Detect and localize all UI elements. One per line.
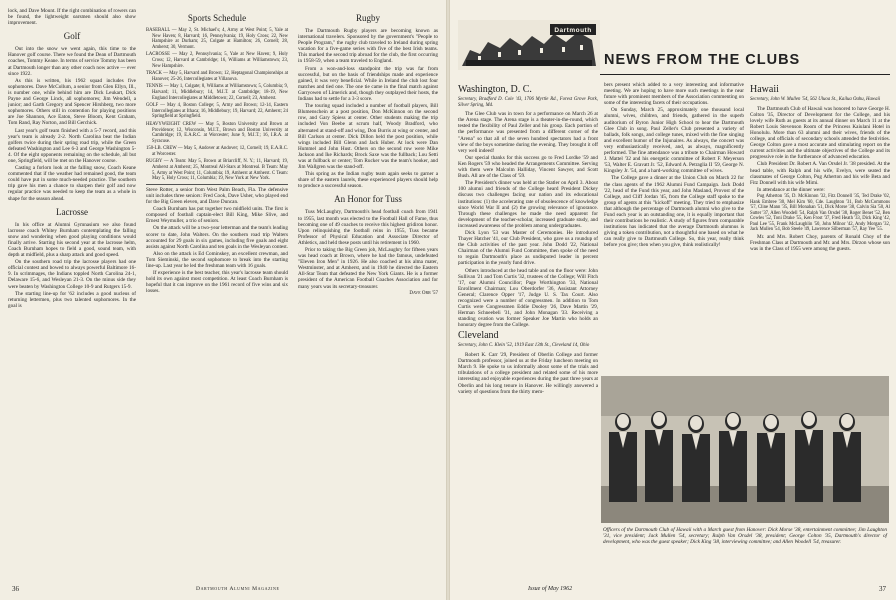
- rugby-paragraph: This spring as the Indian rugby team again seeks to garner a share of the eastern laurels, these experienced players should help to produce a successful season.: [298, 171, 438, 190]
- golf-paragraph: Out into the snow we went again, this time to the Hanover golf course. There we found the Dean of Dartmouth coaches, Tommy Keane. In terms of service Tommy has been at Dartmouth longer than any other coach now active — ever since 1922.: [8, 46, 136, 77]
- photo-caption: Officers of the Dartmouth Club of Hawaii with a March guest from Hanover: Dick Morse '38, entertainment committee; Jim Laughton '31, vice president; Jack Mullen '54, secretary; Ralph Van Orsdel '38, president; George Colton '35, Dartmouth's director of development, who was the guest speaker; Dick King '38, interviewing committee; and Allen Woodell '54, treasurer.: [603, 527, 887, 545]
- hawaii-paragraph: The Dartmouth Club of Hawaii was honored to have George H. Colton '35, Director of Development for the College, and his lovely wife Ruth as guests at its annual dinner on March 11 at the Robert Louis Stevenson Room of the Princess Kaiulani Hotel in Honolulu. More than 63 alumni and their wives, friends of the college, and officials of secondary schools attended the festivities. George Colton gave a most accurate and stimulating report on the current activities and the ultimate objectives of the College and its progressive role in the furtherance of advanced education.: [750, 105, 890, 161]
- washington-paragraph: The Glee Club was in town for a performance on March 26 at the Arena stage. The Arena stage is a theater-in-the-round, which tested the flexibility of Paul Zeller and his group. Each portion of the performance was presented from a different corner of the "Arena" so that all of the seven hundred spectators had a front view of the boys sometime during the evening. They brought it off very well indeed!: [458, 111, 598, 154]
- hawaii-attendees: Pug Atherton '35, D. McKinnon '32, Fitz Donnell '35, Ted Drake '02, Hank Embree '30, Mel Kim '60, Cde. Laughton '31, Bob McCommons '57, Cline Mann '35, Bill Monahan '51, Dick Morse '38, Calvin Sia '50, Al Sutter '37, Allen Woodell '54, Ralph Van Orsdel '38, Roger Benet '52, Ben Cowles '52, Toni Drake '55, Ken Frost '37, Fred Heath '33, Dick King '42, Paul Lee '55, Frank McLaughlin '50, John Milnor '42, Andy Morgan '32, Jack Mullen '54, Bob Steele '49, Lawrence Silberman '57, Ray Yee '55.: [750, 193, 890, 233]
- club-officers-photo-drawing: [601, 376, 889, 523]
- golf-paragraph: As this is written, his 1962 squad includes five sophomores. Dave McCollum, a senior from Glen Ellyn, Ill., is number one, while behind him are Dick Leukart, Dick Payne and George Linck, all sophomores; Jim Wendell, a junior; and Garth Gregory and Spencer Hirshberg, two more sophomores. Others still in contention for playing positions are Joe Shannon, Ace Eaton, Steve Bloom, Kent Graham, Tom Rand, Ray Norton, and Bill Gerchick.: [8, 77, 136, 127]
- left-column-2: [146, 8, 288, 568]
- cleveland-secretary: Secretary, John C. Klein '52, 1919 East 13th St., Cleveland 14, Ohio: [458, 343, 590, 349]
- right-column-1: [458, 82, 598, 582]
- schedule-entry: BASEBALL — May 2, St. Michael's; 4, Army at West Point; 5, Yale at New Haven; 8, Harvard; 16, Pennsylvania; 19, Holy Cross; 22, New Hampshire at Durham; 25, Colgate at Hamilton; 26, Cornell; 28, Amherst; 30, Vermont.: [146, 28, 288, 50]
- cleveland-paragraph: bers present which added to a very interesting and informative meeting. We are hoping to have more such meetings in the near future with prominent members of the Association commenting on some of the interesting facets of their occupations.: [604, 82, 744, 107]
- sports-schedule-heading: Sports Schedule: [187, 13, 247, 23]
- golf-paragraph: Last year's golf team finished with a 5-7 record, and this year's team is already 2-2. North Carolina beat the Indian golfers twice during their spring road trip, while the Green defeated Washington and Lee 6-3 and George Washington 5-4. Of the eight opponents remaining on the schedule, all but one, Springfield, will be met on the Hanover course.: [8, 127, 136, 164]
- honor-heading: An Honor for Tuss: [334, 194, 402, 205]
- hawaii-secretary: Secretary, John W. Mullen '54, 562 Uluoa St., Kailua Oahu, Hawaii: [750, 97, 881, 102]
- cleveland-paragraph: Robert K. Carr '29, President of Oberlin College and former Dartmouth professor, joined us at the Friday luncheon meeting on March 9. He spoke to us informally about some of the trials and tribulations of a college president and related some of his more interesting and enjoyable experiences during the past three years at Oberlin and his long tenure in Hanover. He willingly answered a variety of questions from the thirty mem-: [458, 352, 598, 395]
- lacrosse-paragraph: On the attack will be a two-year letterman and the team's leading scorer to date, John Walters. On the southern road trip Walters accounted for 29 goals in six games, including five goals and eight assists against North Carolina and ten goals in the Wesleyan contest.: [146, 225, 288, 250]
- issue-date: Issue of May 1962: [528, 586, 573, 592]
- golf-heading: Golf: [63, 31, 81, 42]
- left-column-1: [8, 8, 136, 568]
- schedule-entry: TENNIS — May 1, Colgate; 8, Williams at Williamstown; 5, Columbia; 9, Harvard; 11, Middlebury; 14, M.I.T. at Cambridge; 18-19, New England Intercollegiates at Middletown; 22, Cornell; 23, Amherst.: [146, 84, 288, 101]
- right-column-2: [604, 82, 744, 370]
- schedule-entry: 150-LB. CREW — May 5, Andover at Andover; 12, Cornell; 19, E.A.R.C. at Worcester.: [146, 146, 288, 157]
- author-byline: Dave Orr '57: [409, 290, 438, 296]
- rugby-paragraph: The touring squad included a number of football players, Bill Blumenschein at a post position, Don McKinnon on the second row, and Gary Spiess at center. Other students making the trip included Von Beebe at scrum half, Woody Bradford, who alternated at stand-off and wing, Don Burris at wing or center, and Bill Carlson at center. Dick Dillon held the post position, while wings included Bill Glenn and Jack Huber. At lock were Dan Hummel and John Hust. Others on the second row were Mike Jackson and Ike Richards; Brock Saxe was the fullback; Lou Setti was at fullback or center; Tom Rucker was the team's hooker, and Jim Wallgren was the stand-off.: [298, 103, 438, 171]
- lacrosse-paragraph: The starting line-up for '62 includes a good nucleus of returning lettermen, plus two talented sophomores. In the goal is: [8, 290, 136, 309]
- lacrosse-paragraph: On the southern road trip the lacrosse players had one official contest and bowed to always powerful Baltimore 16-9. In scrimmages, the Indians toppled North Carolina 24-1, Delaware 15-6, and Wesleyan 21-3. On the minus side they were beaten by Washington College 10-9 and Rutgers 15-9.: [8, 259, 136, 290]
- schedule-entry: TRACK — May 5, Harvard and Brown; 12, Heptagonal Championships at Hanover; 25-26, Intercollegiates at Villanova.: [146, 71, 288, 82]
- club-officers-photo: [601, 376, 889, 523]
- schedule-rule: [146, 184, 288, 185]
- title-rule: [600, 74, 890, 75]
- rugby-heading: Rugby: [355, 13, 380, 23]
- schedule-entry: HEAVYWEIGHT CREW — May 5, Boston University and Brown at Providence; 12, Wisconsin, M.I.T., Brown and Boston University at Cambridge; 19, E.A.R.C. at Worcester; June 9, M.I.T.; 16, I.R.A. at Syracuse.: [146, 121, 288, 144]
- left-column-3: [298, 8, 438, 568]
- lacrosse-paragraph: Also on the attack is Ed Cominskey, an excellent crewman, and Tom Sieminski, the second sophomore to break into the starting line-up. Last year he led the freshman team with 16 goals.: [146, 250, 288, 269]
- left-page: [0, 0, 446, 600]
- crew-intro: lock, and Dave Mount. If the right combination of rowers can be found, the lightweight oarsmen should also show improvement.: [8, 8, 136, 27]
- cleveland-paragraph: On Sunday, March 25, approximately one thousand local alumni, wives, children, and friends, gathered in the superb auditorium of Byron Junior High School to hear the Dartmouth Glee Club in song. Paul Zeller's Club presented a variety of ballads, folk songs, and college tunes, mixed with the fine singing and excellent humor of the Injunaires. As always, the concert was very enthusiastically received, and, as always, magnificently performed. The fine attendance was a tribute to Chairman Howard J. Mattel '32 and his energetic committee of Robert F. Meyerson '53, Walter E. Gravatt Jr. '52, Edward A. Petraglia II '59, George N. Kingsley Jr. '54, and a hard-working committee of wives.: [604, 107, 744, 175]
- clubs-banner-illustration: [458, 20, 600, 70]
- lacrosse-paragraph: Coach Burnham has put together two midfield units. The first is composed of football captain-elect Bill King, Mike Slive, and Ernest Weymuller, a trio of seniors.: [146, 206, 288, 225]
- sports-schedule: [146, 28, 288, 182]
- news-from-the-clubs-title: NEWS FROM THE CLUBS: [604, 52, 801, 68]
- washington-heading: Washington, D. C.: [458, 84, 532, 95]
- schedule-entry: LACROSSE — May 2, Pennsylvania; 5, Yale at New Haven; 9, Holy Cross; 12, Harvard at Cambridge; 16, Williams at Williamstown; 23, New Hampshire.: [146, 52, 288, 69]
- page-number: 37: [879, 585, 886, 593]
- page-number: 36: [12, 585, 19, 593]
- washington-paragraph: The President's dinner was held at the Statler on April 3. About 100 alumni and friends of the College heard President Dickey discuss two challenges facing our nation and its educational institutions: (1) the accelerating rate of obsolescence of knowledge since World War II and (2) the growing relevance of ignorance. Through these challenges he made the need apparent for development of the teacher-scholar, increased graduate study, and increased awareness of the problem among undergraduates.: [458, 180, 598, 229]
- cleveland-heading: Cleveland: [458, 330, 499, 342]
- lacrosse-paragraph: If experience is the best teacher, this year's lacrosse team should hold its own against most competition. At least Coach Burnham is hopeful that it can improve on the 1961 record of five wins and six losses.: [146, 270, 288, 295]
- rugby-paragraph: The Dartmouth Rugby players are becoming known as international travelers. Sponsored by the government's "People to People Program," the rugby club traveled to Ireland during spring vacation for a five-game series with five of the best Irish teams. This marked the second trip abroad for the club, the first occurring in 1958-59, when a team traveled to England.: [298, 28, 438, 65]
- hawaii-paragraph: Club President Dr. Robert A. Van Orsdel Jr. '38 presided. At the head table, with Ralph and his wife, Evelyn, were seated the classmates of George Colton, Pug Atherton and his wife Beta and Fitz Donnell with his wife Mimi.: [750, 161, 890, 186]
- rugby-paragraph: From a won-and-loss standpoint the trip was far from successful, but on the basis of friendships made and experience gained, it was very beneficial. While in Ireland the club lost four matches and tied one. The one tie came in the final match against Garryowen of Limerick and, though they outplayed their hosts, the Indians had to settle for a 3-3 score.: [298, 65, 438, 103]
- washington-secretary: Secretary, Bradford D. Cole '43, 1706 Myrtle Rd., Forest Grove Park, Silver Spring, Md.: [458, 97, 598, 108]
- hawaii-heading: Hawaii: [750, 84, 779, 95]
- washington-paragraph: Others introduced at the head table and on the floor were: John Sullivan '21 and Tom Curtis '32, trustees of the College; Will Fitch '17, our Alumni Councillor; Page Worthington '33, National Enrollment Chairman; Lou Oberdorfer '36, Assistant Attorney General; Clarence Opper '17, Judge U. S. Tax Court. Also recognized were a number of congressmen. In addition to Tom Curtis were Congressmen Eddie Dooley '26, Dave Martin '29, Herman Schneebeli '31, and John Monagan '33. Receiving a standing ovation was former Speaker Joe Martin who holds an honorary degree from the College.: [458, 267, 598, 329]
- lacrosse-heading: Lacrosse: [56, 206, 88, 217]
- golf-paragraph: Casting a forlorn look at the falling snow, Coach Keane commented that if the weather had remained good, the team could have put in some much-needed practice. The southern trip gave his men a chance to sharpen their golf and now regular practice was needed to keep the team as a whole in shape for the season ahead.: [8, 165, 136, 202]
- schedule-entry: RUGBY — A Team: May 5, Brown at Briarcliff, N. Y.; 11, Harvard; 19, Amherst at Amherst; 25, Montreal All-Stars at Montreal. B Team: May 5, Army at West Point; 11, Columbia; 19, Amherst at Amherst. C Team: May 5, Holy Cross; 11, Columbia; 19, New York at New York.: [146, 159, 288, 182]
- honor-paragraph: Tuss McLaughry, Dartmouth's head football coach from 1941 to 1955, last month was elected to the Football Hall of Fame, thus becoming one of 49 coaches to receive this highest gridiron honor. Upon relinquishing the football reins in 1955, Tuss became Professor of Physical Education and Associate Director of Athletics, and held these posts until his retirement in 1960.: [298, 209, 438, 246]
- schedule-entry: GOLF — May 4, Boston College; 5, Army and Brown; 12-14, Eastern Intercollegiates at Ithaca; 16, Middlebury; 19, Harvard; 22, Amherst; 24 Springfield at Springfield.: [146, 103, 288, 120]
- hawaii-paragraph: In attendance at the dinner were:: [757, 186, 825, 193]
- washington-paragraph: Dick Lyon '53 was Master of Ceremonies. He introduced Thayer Hatcher '41, our Club President, who gave us a roundup of the Club activities of the past year. John Dodd '22, National Chairman of the Alumni Fund Committee, then spoke of the need to regain Dartmouth's place as undisputed leader in percent participation in the yearly fund drive.: [458, 229, 598, 267]
- honor-paragraph: Prior to taking the Big Green job, McLaughry for fifteen years was head coach at Brown, where he had the famous, undefeated "Eleven Iron Men" in 1926. He also coached at his alma mater, Westminster, and at Amherst, and in 1940 he directed the Eastern All-Star Team that defeated the New York Giants. He is a former president of the American Football Coaches Association and for many years was its secretary-treasurer.: [298, 247, 438, 290]
- cleveland-paragraph: The College gave a dinner at the Union Club on March 22 for the class agents of the 1962 Alumni Fund Campaign. Jack Dodd '22, head of the Fund this year, and John Masland, Provost of the College, and Cliff Jordan '45, from the College staff spoke to the group of agents at this "kickoff" meeting. They tried to emphasize that although the percentage of Dartmouth alumni who give to the Fund each year is an outstanding one, it is equally important that their contributions be realistic. A study of figures from comparable institutions has indicated that the average Dartmouth alumnus is giving a token contribution, not a thoughtful one based on what he can really give to Dartmouth College. So, this year, really think before you give; then when you give, think realistically!: [604, 175, 744, 249]
- banner-label: Dartmouth: [554, 27, 592, 34]
- magazine-footer: Dartmouth Alumni Magazine: [196, 586, 280, 592]
- lacrosse-paragraph: In his office at Alumni Gymnasium we also found lacrosse coach Whitey Burnham contemplating the falling snow and wondering when good playing conditions would finally arrive. Starting his second year at the lacrosse helm, Coach Burnham hopes to field a good, sound team, with depth at midfield, plus a sharp attack and good speed.: [8, 221, 136, 259]
- hawaii-paragraph: Mr. and Mrs. Robert Choy, parents of Ronald Choy of the Freshman Class at Dartmouth and Mr. and Mrs. Dirzon whose son was in the Class of 1955 were among the guests.: [750, 234, 890, 253]
- right-column-3: [750, 82, 890, 370]
- lacrosse-paragraph: Steve Rotter, a senior from West Palm Beach, Fla. The defensive unit includes three seniors: Fred Cook, Dave Usher, who played end for the Big Green eleven, and Dave Duncan.: [146, 186, 288, 206]
- washington-paragraph: Our special thanks for this success go to Fred Lordke '59 and Ken Rogers '59 who headed the Arrangements Committee. Serving with them were Malcolm Halliday, Vincent Sawyer, and Scott Bush. All are of the Class of '59.: [458, 154, 598, 180]
